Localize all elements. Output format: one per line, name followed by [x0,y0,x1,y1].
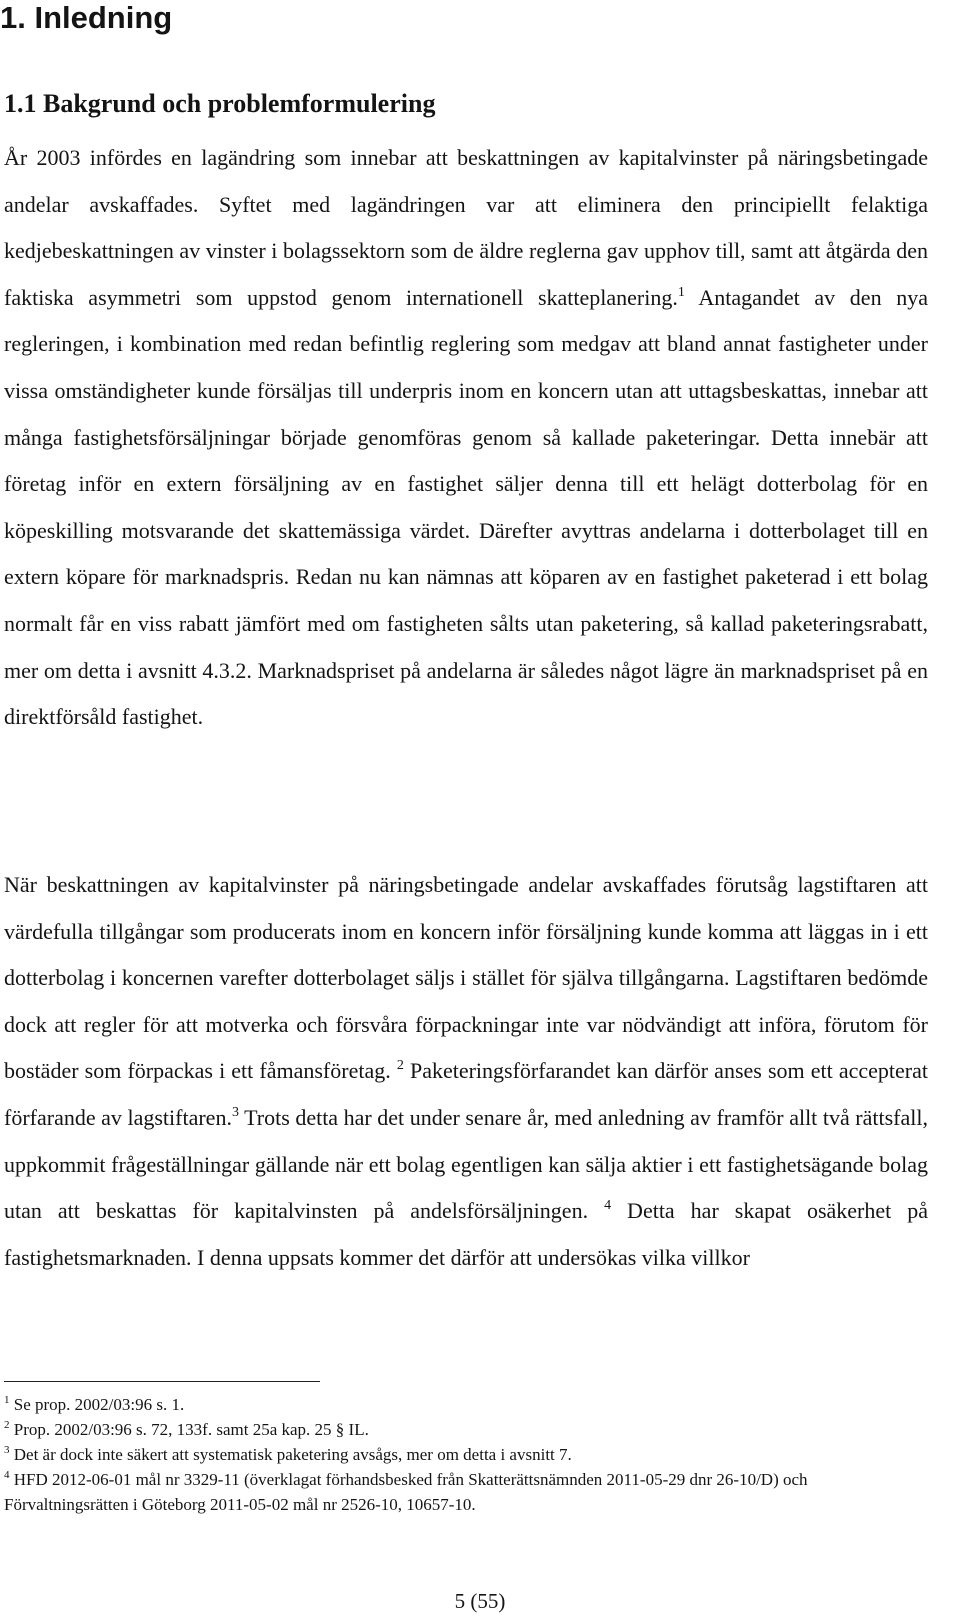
footnote-ref-3[interactable]: 3 [231,1104,239,1120]
paragraph-background [4,135,928,741]
footnote-number: 4 [4,1469,10,1481]
paragraph-text: Antagandet av den nya regleringen, i kombination med redan befintlig reglering som medgav att bland annat fastigheter under vissa omständigheter kunde försäljas till underpris inom en koncern utan att uttagsbeskattas, innebar att många fastighetsförsäljningar började genomföras genom så kallade paketeringar. Detta innebär att företag inför en extern försäljning av en fastighet säljer denna till ett helägt dotterbolag för en köpeskilling motsvarande det skattemässiga värdet. Därefter avyttras andelarna i dotterbolaget till en extern köpare för marknadspris. Redan nu kan nämnas att köparen av en fastighet paketerad i ett bolag normalt får en viss rabatt jämfört med om fastigheten sålts utan paketering, så kallad paketeringsrabatt, mer om detta i avsnitt 4.3.2. Marknadspriset på andelarna är således något lägre än marknadspriset på en direktförsåld fastighet. [4,284,928,730]
footnotes [4,1392,934,1517]
footnote-1 [4,1392,934,1417]
page-number: 5 (55) [454,1589,506,1613]
footnote-3 [4,1442,934,1467]
footnote-number: 3 [4,1444,10,1456]
footnote-ref-2[interactable]: 2 [396,1058,404,1074]
footnote-number: 1 [4,1394,10,1406]
footnote-text: HFD 2012-06-01 mål nr 3329-11 (överklagat förhandsbesked från Skatterättsnämnden 2011-05-29 dnr 26-10/D) och Förvaltningsrätten i Göteborg 2011-05-02 mål nr 2526-10, 10657-10. [4,1470,808,1514]
paragraph-text: När beskattningen av kapitalvinster på näringsbetingade andelar avskaffades förutsåg lagstiftaren att värdefulla tillgångar som producerats inom en koncern inför försäljning kunde komma att läggas in i ett dotterbolag i koncernen varefter dotterbolaget säljs i stället för själva tillgångarna. Lagstiftaren bedömde dock att regler för att motverka och försvåra förpackningar inte var nödvändigt att införa, förutom för bostäder som förpackas i ett fåmansföretag. [4,872,928,1084]
footnote-text: Se prop. 2002/03:96 s. 1. [9,1395,185,1414]
footnote-text: Det är dock inte säkert att systematisk paketering avsågs, mer om detta i avsnitt 7. [9,1445,572,1464]
footnote-text: Prop. 2002/03:96 s. 72, 133f. samt 25a kap. 25 § IL. [9,1420,369,1439]
paragraph-text: Trots detta har det under senare år, med anledning av framför allt två rättsfall, uppkommit frågeställningar gällande när ett bolag egentligen kan sälja aktier i ett fastighetsägande bolag utan att beskattas för kapitalvinsten på andelsförsäljningen. [4,1104,928,1224]
paragraph-legislation [4,862,928,1281]
footnote-ref-1[interactable]: 1 [677,284,685,300]
paragraph-text: Detta har skapat osäkerhet på fastighetsmarknaden. I denna uppsats kommer det därför att undersökas vilka villkor [4,1198,929,1270]
section-heading: 1.1 Bakgrund och problemformulering [4,89,436,118]
footnote-divider [4,1381,320,1382]
paragraph-text: Paketeringsförfarandet kan därför anses som ett accepterat förfarande av lagstiftaren. [4,1058,928,1130]
footnote-ref-4[interactable]: 4 [604,1198,612,1214]
footnote-number: 2 [4,1419,10,1431]
paragraph-text: År 2003 infördes en lagändring som innebar att beskattningen av kapitalvinster på näringsbetingade andelar avskaffades. Syftet med lagändringen var att eliminera den principiellt felaktiga kedjebeskattningen av vinster i bolagssektorn som de äldre reglerna gav upphov till, samt att åtgärda den faktiska asymmetri som uppstod genom internationell skatteplanering. [4,145,928,310]
footnote-4 [4,1467,934,1517]
footnote-2 [4,1417,934,1442]
chapter-heading: 1. Inledning [0,0,173,35]
